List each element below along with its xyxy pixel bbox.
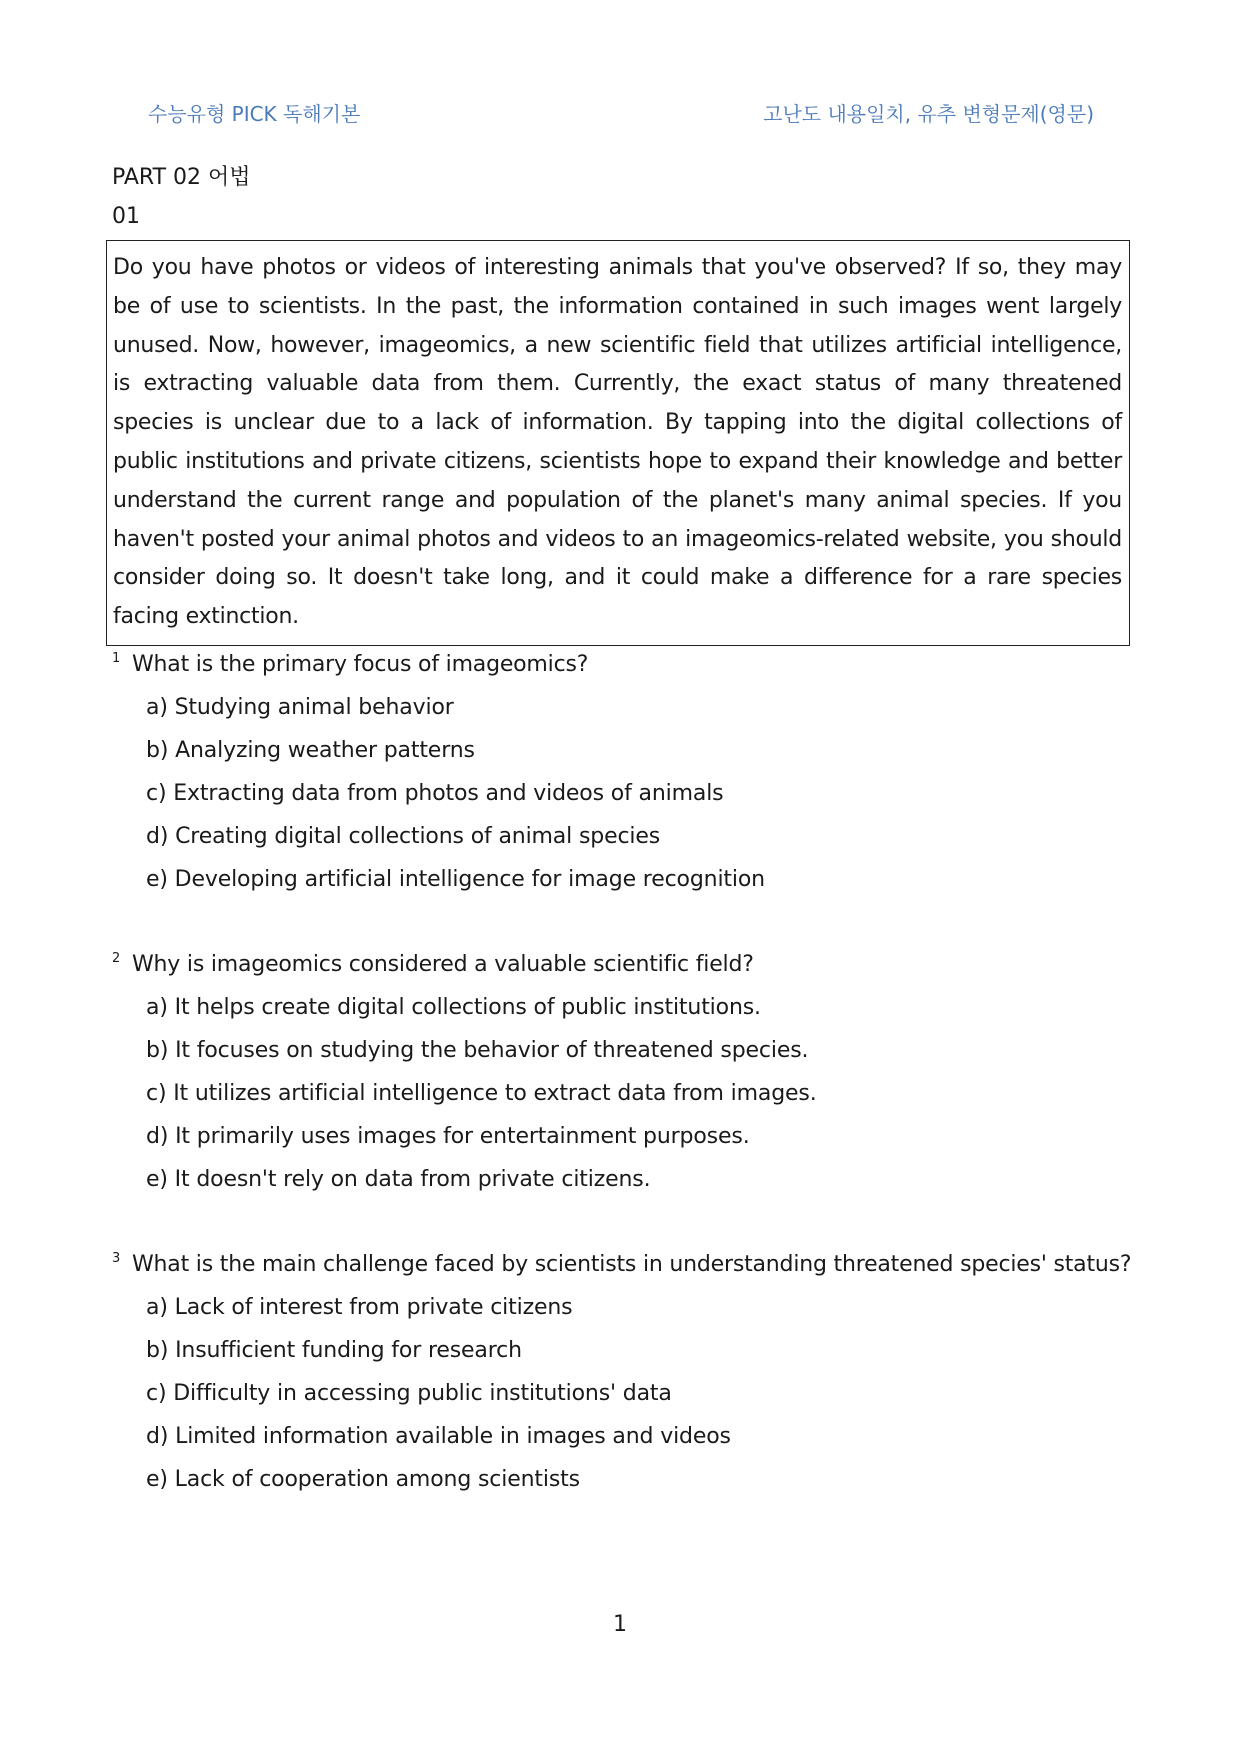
question-number: 2 [112, 951, 121, 966]
part-title: PART 02 어법 [112, 165, 251, 190]
header-book-title: 수능유형 PICK 독해기본 [148, 102, 361, 126]
passage-box: Do you have photos or videos of interesting animals that you've observed? If so, they may be of use to scientists. In the past, the information contained in such images went largely unused. Now, however, imageomics, a new scientific field that utilizes artificial intelligence, is extracting valuable data from them. Currently, the exact status of many threatened species is unclear due to a lack of information. By tapping into the digital collections of public institutions and private citizens, scientists hope to expand their knowledge and better understand the current range and population of the planet's many animal species. If you haven't posted your animal photos and videos to an imageomics-related website, you should consider doing so. It doesn't take long, and it could make a difference for a rare species facing extinction. [106, 240, 1130, 646]
question-stem [112, 1250, 1142, 1280]
option-d: d) It primarily uses images for entertainment purposes. [146, 1124, 750, 1149]
question-number: 1 [112, 651, 121, 666]
option-d: d) Limited information available in images and videos [146, 1424, 731, 1449]
option-b: b) It focuses on studying the behavior of threatened species. [146, 1038, 809, 1063]
option-c: c) Difficulty in accessing public institutions' data [146, 1381, 672, 1406]
question-text: Why is imageomics considered a valuable scientific field? [132, 952, 754, 977]
item-number: 01 [112, 204, 140, 229]
option-list [112, 693, 1142, 895]
option-b: b) Analyzing weather patterns [146, 738, 475, 763]
question-1 [112, 650, 1142, 895]
option-list [112, 993, 1142, 1195]
option-c: c) Extracting data from photos and videos of animals [146, 781, 724, 806]
question-3 [112, 1250, 1142, 1495]
question-text: What is the primary focus of imageomics? [132, 652, 589, 677]
option-c: c) It utilizes artificial intelligence to extract data from images. [146, 1081, 817, 1106]
option-e: e) It doesn't rely on data from private citizens. [146, 1167, 651, 1192]
option-e: e) Lack of cooperation among scientists [146, 1467, 580, 1492]
question-text: What is the main challenge faced by scientists in understanding threatened species' status? [132, 1252, 1132, 1277]
question-number: 3 [112, 1251, 121, 1266]
question-stem [112, 950, 1142, 980]
option-b: b) Insufficient funding for research [146, 1338, 522, 1363]
header-section-title: 고난도 내용일치, 유추 변형문제(영문) [763, 102, 1094, 126]
option-list [112, 1293, 1142, 1495]
question-stem [112, 650, 1142, 680]
option-a: a) It helps create digital collections of public institutions. [146, 995, 761, 1020]
option-a: a) Lack of interest from private citizens [146, 1295, 573, 1320]
page-number: 1 [613, 1612, 627, 1637]
question-2 [112, 950, 1142, 1195]
option-e: e) Developing artificial intelligence for image recognition [146, 867, 765, 892]
option-d: d) Creating digital collections of animal species [146, 824, 661, 849]
option-a: a) Studying animal behavior [146, 695, 454, 720]
